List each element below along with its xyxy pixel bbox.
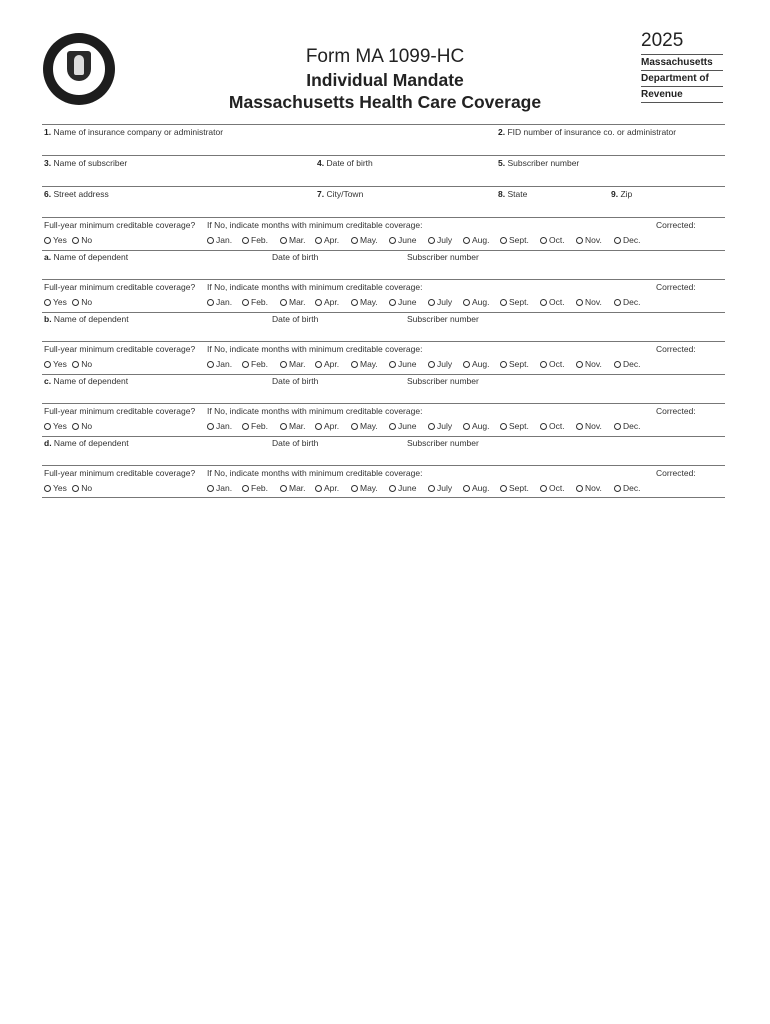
- no-radio[interactable]: No: [72, 483, 92, 493]
- radio-circle-icon: [389, 423, 396, 430]
- month-radio-july[interactable]: July: [428, 359, 452, 369]
- yes-radio[interactable]: Yes: [44, 297, 67, 307]
- divider: [42, 341, 725, 342]
- month-radio-may[interactable]: May.: [351, 297, 378, 307]
- radio-circle-icon: [72, 237, 79, 244]
- month-radio-june[interactable]: June: [389, 359, 416, 369]
- radio-circle-icon: [44, 485, 51, 492]
- radio-circle-icon: [576, 237, 583, 244]
- full-year-coverage-question: Full-year minimum creditable coverage?: [44, 282, 196, 292]
- month-radio-may[interactable]: May.: [351, 359, 378, 369]
- field-dependent-dob[interactable]: Date of birth: [272, 376, 319, 386]
- month-radio-sept[interactable]: Sept.: [500, 297, 529, 307]
- field-street-address[interactable]: 6. Street address: [44, 189, 109, 199]
- month-radio-mar[interactable]: Mar.: [280, 421, 306, 431]
- radio-circle-icon: [576, 299, 583, 306]
- radio-circle-icon: [44, 299, 51, 306]
- months-prompt: If No, indicate months with minimum creditable coverage:: [207, 220, 423, 230]
- no-radio[interactable]: No: [72, 235, 92, 245]
- radio-circle-icon: [428, 485, 435, 492]
- month-radio-nov[interactable]: Nov.: [576, 421, 602, 431]
- radio-circle-icon: [500, 361, 507, 368]
- tax-year: 2025: [641, 30, 684, 51]
- divider: [42, 312, 725, 313]
- field-dependent-name[interactable]: c. Name of dependent: [44, 376, 129, 386]
- radio-circle-icon: [207, 423, 214, 430]
- months-prompt: If No, indicate months with minimum creditable coverage:: [207, 468, 423, 478]
- divider: [42, 217, 725, 218]
- month-radio-jan[interactable]: Jan.: [207, 297, 232, 307]
- month-radio-dec[interactable]: Dec.: [614, 421, 640, 431]
- full-year-coverage-question: Full-year minimum creditable coverage?: [44, 406, 196, 416]
- radio-circle-icon: [351, 299, 358, 306]
- yes-radio[interactable]: Yes: [44, 483, 67, 493]
- no-radio[interactable]: No: [72, 297, 92, 307]
- month-radio-apr[interactable]: Apr.: [315, 297, 339, 307]
- month-radio-aug[interactable]: Aug.: [463, 235, 490, 245]
- month-radio-july[interactable]: July: [428, 421, 452, 431]
- month-radio-aug[interactable]: Aug.: [463, 421, 490, 431]
- coverage-yes-no: [44, 297, 92, 307]
- radio-circle-icon: [389, 237, 396, 244]
- month-radio-nov[interactable]: Nov.: [576, 235, 602, 245]
- divider: [42, 279, 725, 280]
- full-year-coverage-question: Full-year minimum creditable coverage?: [44, 468, 196, 478]
- form-number: Form MA 1099-HC: [305, 46, 465, 67]
- field-dependent-dob[interactable]: Date of birth: [272, 438, 319, 448]
- field-dependent-subscriber-number[interactable]: Subscriber number: [407, 252, 479, 262]
- month-radio-june[interactable]: June: [389, 483, 416, 493]
- field-state[interactable]: 8. State: [498, 189, 528, 199]
- month-radio-oct[interactable]: Oct.: [540, 421, 565, 431]
- month-radio-feb[interactable]: Feb.: [242, 359, 268, 369]
- month-radio-sept[interactable]: Sept.: [500, 421, 529, 431]
- divider: [42, 436, 725, 437]
- radio-circle-icon: [540, 485, 547, 492]
- field-dependent-name[interactable]: d. Name of dependent: [44, 438, 129, 448]
- month-radio-dec[interactable]: Dec.: [614, 297, 640, 307]
- radio-circle-icon: [428, 299, 435, 306]
- month-radio-june[interactable]: June: [389, 421, 416, 431]
- radio-circle-icon: [72, 423, 79, 430]
- radio-circle-icon: [280, 299, 287, 306]
- month-radio-oct[interactable]: Oct.: [540, 359, 565, 369]
- coverage-yes-no: [44, 235, 92, 245]
- month-radio-nov[interactable]: Nov.: [576, 297, 602, 307]
- radio-circle-icon: [207, 237, 214, 244]
- month-radio-oct[interactable]: Oct.: [540, 235, 565, 245]
- radio-circle-icon: [315, 237, 322, 244]
- radio-circle-icon: [242, 485, 249, 492]
- radio-circle-icon: [351, 237, 358, 244]
- radio-circle-icon: [540, 361, 547, 368]
- radio-circle-icon: [576, 361, 583, 368]
- radio-circle-icon: [500, 237, 507, 244]
- agency-line-2: Department of: [641, 70, 723, 86]
- month-radio-mar[interactable]: Mar.: [280, 483, 306, 493]
- month-radio-apr[interactable]: Apr.: [315, 483, 339, 493]
- radio-circle-icon: [463, 361, 470, 368]
- field-dependent-name[interactable]: a. Name of dependent: [44, 252, 129, 262]
- month-radio-jan[interactable]: Jan.: [207, 235, 232, 245]
- divider: [42, 465, 725, 466]
- month-radio-nov[interactable]: Nov.: [576, 359, 602, 369]
- radio-circle-icon: [315, 361, 322, 368]
- radio-circle-icon: [540, 237, 547, 244]
- radio-circle-icon: [540, 423, 547, 430]
- radio-circle-icon: [242, 361, 249, 368]
- radio-circle-icon: [389, 299, 396, 306]
- field-dependent-name[interactable]: b. Name of dependent: [44, 314, 129, 324]
- radio-circle-icon: [614, 485, 621, 492]
- month-radio-sept[interactable]: Sept.: [500, 359, 529, 369]
- radio-circle-icon: [207, 485, 214, 492]
- radio-circle-icon: [242, 237, 249, 244]
- month-radio-mar[interactable]: Mar.: [280, 235, 306, 245]
- radio-circle-icon: [351, 423, 358, 430]
- month-radio-jan[interactable]: Jan.: [207, 359, 232, 369]
- radio-circle-icon: [500, 423, 507, 430]
- months-prompt: If No, indicate months with minimum creditable coverage:: [207, 282, 423, 292]
- corrected-label: Corrected:: [656, 468, 696, 478]
- months-prompt: If No, indicate months with minimum creditable coverage:: [207, 406, 423, 416]
- field-subscriber-name[interactable]: 3. Name of subscriber: [44, 158, 128, 168]
- month-radio-nov[interactable]: Nov.: [576, 483, 602, 493]
- coverage-yes-no: [44, 359, 92, 369]
- month-radio-mar[interactable]: Mar.: [280, 359, 306, 369]
- month-radio-apr[interactable]: Apr.: [315, 235, 339, 245]
- month-radio-oct[interactable]: Oct.: [540, 483, 565, 493]
- month-radio-sept[interactable]: Sept.: [500, 483, 529, 493]
- radio-circle-icon: [207, 299, 214, 306]
- month-radio-may[interactable]: May.: [351, 483, 378, 493]
- corrected-label: Corrected:: [656, 406, 696, 416]
- month-radio-aug[interactable]: Aug.: [463, 483, 490, 493]
- month-radio-feb[interactable]: Feb.: [242, 483, 268, 493]
- month-radio-oct[interactable]: Oct.: [540, 297, 565, 307]
- month-radio-july[interactable]: July: [428, 235, 452, 245]
- yes-radio[interactable]: Yes: [44, 421, 67, 431]
- no-radio[interactable]: No: [72, 359, 92, 369]
- divider: [42, 186, 725, 187]
- radio-circle-icon: [351, 361, 358, 368]
- radio-circle-icon: [463, 299, 470, 306]
- divider: [42, 155, 725, 156]
- agency-divider: [641, 102, 723, 103]
- radio-circle-icon: [280, 423, 287, 430]
- month-radio-july[interactable]: July: [428, 483, 452, 493]
- radio-circle-icon: [576, 423, 583, 430]
- radio-circle-icon: [614, 299, 621, 306]
- field-zip[interactable]: 9. Zip: [611, 189, 633, 199]
- full-year-coverage-question: Full-year minimum creditable coverage?: [44, 220, 196, 230]
- radio-circle-icon: [280, 485, 287, 492]
- radio-circle-icon: [242, 423, 249, 430]
- month-radio-may[interactable]: May.: [351, 235, 378, 245]
- radio-circle-icon: [500, 299, 507, 306]
- seal-figure-icon: [74, 55, 84, 75]
- month-radio-feb[interactable]: Feb.: [242, 297, 268, 307]
- month-radio-july[interactable]: July: [428, 297, 452, 307]
- radio-circle-icon: [44, 237, 51, 244]
- massachusetts-dor-seal-logo: [43, 33, 115, 105]
- month-radio-feb[interactable]: Feb.: [242, 421, 268, 431]
- radio-circle-icon: [540, 299, 547, 306]
- yes-radio[interactable]: Yes: [44, 359, 67, 369]
- corrected-label: Corrected:: [656, 282, 696, 292]
- radio-circle-icon: [389, 361, 396, 368]
- month-radio-mar[interactable]: Mar.: [280, 297, 306, 307]
- month-radio-feb[interactable]: Feb.: [242, 235, 268, 245]
- radio-circle-icon: [428, 423, 435, 430]
- yes-radio[interactable]: Yes: [44, 235, 67, 245]
- field-dependent-subscriber-number[interactable]: Subscriber number: [407, 438, 479, 448]
- field-dependent-subscriber-number[interactable]: Subscriber number: [407, 376, 479, 386]
- field-subscriber-number[interactable]: 5. Subscriber number: [498, 158, 580, 168]
- coverage-yes-no: [44, 483, 92, 493]
- radio-circle-icon: [72, 299, 79, 306]
- radio-circle-icon: [614, 237, 621, 244]
- radio-circle-icon: [463, 485, 470, 492]
- radio-circle-icon: [242, 299, 249, 306]
- radio-circle-icon: [315, 423, 322, 430]
- month-radio-dec[interactable]: Dec.: [614, 235, 640, 245]
- radio-circle-icon: [44, 361, 51, 368]
- agency-line-3: Revenue: [641, 86, 723, 102]
- radio-circle-icon: [207, 361, 214, 368]
- corrected-label: Corrected:: [656, 344, 696, 354]
- radio-circle-icon: [389, 485, 396, 492]
- month-radio-dec[interactable]: Dec.: [614, 483, 640, 493]
- radio-circle-icon: [72, 361, 79, 368]
- field-date-of-birth[interactable]: 4. Date of birth: [317, 158, 373, 168]
- radio-circle-icon: [315, 299, 322, 306]
- radio-circle-icon: [428, 361, 435, 368]
- field-city-town[interactable]: 7. City/Town: [317, 189, 364, 199]
- radio-circle-icon: [280, 237, 287, 244]
- corrected-label: Corrected:: [656, 220, 696, 230]
- divider: [42, 374, 725, 375]
- month-radio-aug[interactable]: Aug.: [463, 359, 490, 369]
- radio-circle-icon: [72, 485, 79, 492]
- month-radio-aug[interactable]: Aug.: [463, 297, 490, 307]
- month-radio-jan[interactable]: Jan.: [207, 421, 232, 431]
- field-insurance-company[interactable]: 1. Name of insurance company or administrator: [44, 127, 224, 137]
- field-dependent-dob[interactable]: Date of birth: [272, 252, 319, 262]
- radio-circle-icon: [500, 485, 507, 492]
- field-dependent-subscriber-number[interactable]: Subscriber number: [407, 314, 479, 324]
- form-subtitle: Individual Mandate: [306, 70, 464, 90]
- radio-circle-icon: [614, 423, 621, 430]
- month-radio-jan[interactable]: Jan.: [207, 483, 232, 493]
- radio-circle-icon: [280, 361, 287, 368]
- no-radio[interactable]: No: [72, 421, 92, 431]
- radio-circle-icon: [463, 423, 470, 430]
- radio-circle-icon: [351, 485, 358, 492]
- divider: [42, 250, 725, 251]
- month-radio-apr[interactable]: Apr.: [315, 421, 339, 431]
- field-fid-number[interactable]: 2. FID number of insurance co. or administrator: [498, 127, 677, 137]
- month-radio-june[interactable]: June: [389, 297, 416, 307]
- agency-line-1: Massachusetts: [641, 54, 723, 70]
- radio-circle-icon: [44, 423, 51, 430]
- radio-circle-icon: [315, 485, 322, 492]
- radio-circle-icon: [614, 361, 621, 368]
- month-radio-apr[interactable]: Apr.: [315, 359, 339, 369]
- coverage-yes-no: [44, 421, 92, 431]
- radio-circle-icon: [428, 237, 435, 244]
- field-dependent-dob[interactable]: Date of birth: [272, 314, 319, 324]
- month-radio-dec[interactable]: Dec.: [614, 359, 640, 369]
- month-radio-may[interactable]: May.: [351, 421, 378, 431]
- months-prompt: If No, indicate months with minimum creditable coverage:: [207, 344, 423, 354]
- divider: [42, 124, 725, 125]
- form-title: Massachusetts Health Care Coverage: [228, 92, 542, 112]
- radio-circle-icon: [463, 237, 470, 244]
- divider: [42, 403, 725, 404]
- divider: [42, 497, 725, 498]
- full-year-coverage-question: Full-year minimum creditable coverage?: [44, 344, 196, 354]
- month-radio-sept[interactable]: Sept.: [500, 235, 529, 245]
- month-radio-june[interactable]: June: [389, 235, 416, 245]
- radio-circle-icon: [576, 485, 583, 492]
